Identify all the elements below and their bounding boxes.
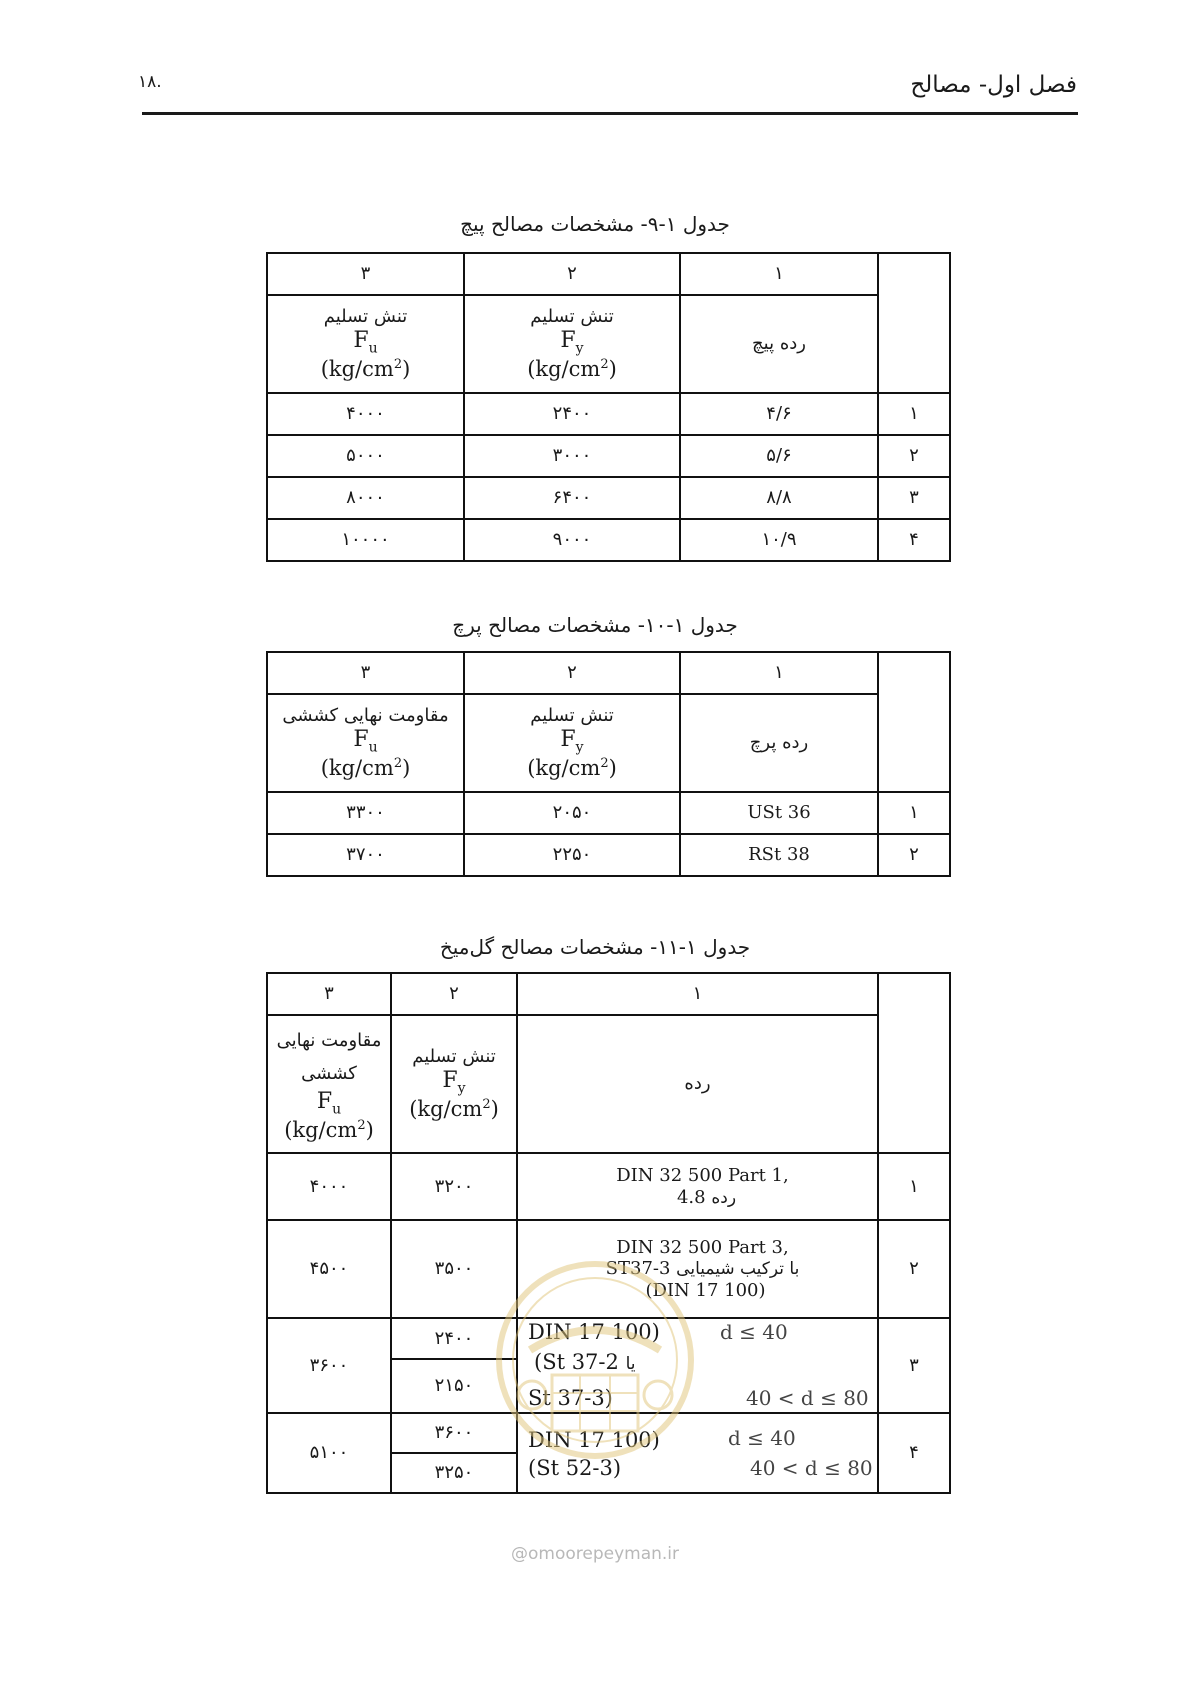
yield-stress: ۳۲۵۰ — [391, 1453, 517, 1493]
table11-col2-header — [391, 1015, 517, 1153]
table9-col3-header — [267, 295, 464, 393]
watermark-text: @omoorepeyman.ir — [510, 1544, 680, 1564]
table-row — [267, 435, 950, 477]
yield-stress: ۲۴۰۰ — [391, 1318, 517, 1359]
table10-col2-symbol: $F_y$ — [560, 726, 584, 755]
table10-colnum-1: ۱ — [680, 652, 878, 694]
yield-stress: ۳۰۰۰ — [464, 435, 680, 477]
table11-col1-label — [517, 1015, 878, 1153]
table10-col2-label: تنش تسلیم — [530, 705, 614, 727]
stud-grade-line3: St 37-3) — [528, 1385, 613, 1410]
diameter-condition-2: 40 < d ≤ 80 — [746, 1385, 869, 1410]
table10-col2-header — [464, 694, 680, 792]
table10-corner — [878, 652, 950, 792]
table11-col2-label: تنش تسلیم — [412, 1046, 496, 1068]
table10 — [266, 651, 951, 877]
diameter-condition-1: d ≤ 40 — [728, 1426, 796, 1450]
table11-col3-symbol: $F_u$ — [316, 1089, 342, 1118]
stud-grade — [517, 1153, 878, 1220]
rivet-grade: USt 36 — [680, 792, 878, 834]
table11-corner — [878, 973, 950, 1153]
yield-stress: ۲۰۵۰ — [464, 792, 680, 834]
table9-col3-unit: $(kg/cm^2)$ — [320, 356, 411, 381]
yield-stress: ۲۴۰۰ — [464, 393, 680, 435]
table9-colnum-2: ۲ — [464, 253, 680, 295]
table-row — [267, 792, 950, 834]
diameter-condition-1: d ≤ 40 — [720, 1319, 788, 1344]
ultimate-stress: ۸۰۰۰ — [267, 477, 464, 519]
table-row — [267, 477, 950, 519]
row-number: ۱ — [878, 1153, 950, 1220]
stud-grade-line3: (DIN 17 100) — [645, 1279, 766, 1301]
table9 — [266, 252, 951, 562]
watermark-logo-icon — [490, 1255, 700, 1465]
table9-corner — [878, 253, 950, 393]
stud-grade-line2: 4.8 رده — [676, 1186, 737, 1208]
row-number: ۱ — [878, 393, 950, 435]
table9-caption: جدول ۱-۹- مشخصات مصالح پیچ — [460, 212, 730, 236]
table-row — [267, 1153, 950, 1220]
bolt-grade: ۱۰/۹ — [680, 519, 878, 561]
table11-caption: جدول ۱-۱۱- مشخصات مصالح گل‌میخ — [439, 935, 751, 959]
bolt-grade: ۴/۶ — [680, 393, 878, 435]
row-number: ۳ — [878, 477, 950, 519]
table11-col3-unit: $(kg/cm^2)$ — [284, 1118, 374, 1143]
yield-stress: ۹۰۰۰ — [464, 519, 680, 561]
table11-colnum-1: ۱ — [517, 973, 878, 1015]
stud-grade-line2: (St 52-3) — [528, 1456, 622, 1480]
ultimate-stress: ۳۷۰۰ — [267, 834, 464, 876]
table9-col2-unit: $(kg/cm^2)$ — [527, 356, 617, 381]
rivet-grade: RSt 38 — [680, 834, 878, 876]
row-number: ۲ — [878, 1220, 950, 1318]
table10-col3-unit: $(kg/cm^2)$ — [320, 755, 411, 780]
row-number: ۲ — [878, 834, 950, 876]
stud-grade-line1: DIN 17 100) — [528, 1319, 660, 1344]
table9-col1-label — [680, 295, 878, 393]
table11-colnum-2: ۲ — [391, 973, 517, 1015]
yield-stress: ۲۱۵۰ — [391, 1359, 517, 1413]
row-number: ۴ — [878, 519, 950, 561]
table10-col3-label: مقاومت نهایی کششی — [282, 705, 449, 727]
stud-grade-line1: DIN 32 500 Part 1, — [616, 1164, 789, 1186]
stud-grade-line1: DIN 32 500 Part 3, — [616, 1236, 789, 1258]
table9-col3-label: تنش تسلیم — [323, 306, 408, 328]
ultimate-stress: ۳۳۰۰ — [267, 792, 464, 834]
table9-colnum-1: ۱ — [680, 253, 878, 295]
row-number: ۳ — [878, 1318, 950, 1413]
table-row — [267, 834, 950, 876]
ultimate-stress: ۴۰۰۰ — [267, 1153, 391, 1220]
table10-col1-label — [680, 694, 878, 792]
ultimate-stress: ۱۰۰۰۰ — [267, 519, 464, 561]
table11-col1-label-text: رده — [684, 1073, 711, 1095]
header-rule — [142, 112, 1078, 115]
ultimate-stress: ۵۰۰۰ — [267, 435, 464, 477]
table10-caption: جدول ۱-۱۰- مشخصات مصالح پرچ — [452, 613, 738, 637]
table9-col1-label-text: رده پیچ — [752, 333, 806, 355]
table11-colnum-3: ۳ — [267, 973, 391, 1015]
table11-col3-header — [267, 1015, 391, 1153]
row-number: ۲ — [878, 435, 950, 477]
bolt-grade: ۸/۸ — [680, 477, 878, 519]
yield-stress: ۶۴۰۰ — [464, 477, 680, 519]
table10-col1-label-text: رده پرچ — [749, 732, 809, 754]
table9-colnum-3: ۳ — [267, 253, 464, 295]
table9-col2-symbol: $F_y$ — [560, 327, 584, 356]
chapter-title: فصل اول- مصالح — [910, 72, 1077, 98]
stud-grade-line2: (St 37-2 یا — [534, 1349, 636, 1374]
yield-stress: ۳۵۰۰ — [391, 1220, 517, 1318]
table10-col3-symbol: $F_u$ — [353, 726, 378, 755]
table9-col3-symbol: $F_u$ — [353, 327, 378, 356]
ultimate-stress: ۴۵۰۰ — [267, 1220, 391, 1318]
ultimate-stress: ۳۶۰۰ — [267, 1318, 391, 1413]
table11-col2-symbol: $F_y$ — [442, 1067, 466, 1096]
table9-col2-header — [464, 295, 680, 393]
table11-col3-label-1: مقاومت نهایی — [276, 1030, 382, 1052]
page-number: ۱۸. — [138, 72, 162, 92]
ultimate-stress: ۵۱۰۰ — [267, 1413, 391, 1493]
table10-colnum-3: ۳ — [267, 652, 464, 694]
stud-grade-line1: DIN 17 100) — [528, 1428, 660, 1452]
stud-grade-line2: ST37-3 با ترکیب شیمیایی — [605, 1258, 800, 1280]
table10-col2-unit: $(kg/cm^2)$ — [527, 755, 617, 780]
table-row — [267, 393, 950, 435]
row-number: ۱ — [878, 792, 950, 834]
table11-col3-label-2: کششی — [301, 1062, 357, 1084]
table10-col3-header — [267, 694, 464, 792]
diameter-condition-2: 40 < d ≤ 80 — [750, 1456, 873, 1480]
table11-col2-unit: $(kg/cm^2)$ — [409, 1096, 499, 1121]
yield-stress: ۲۲۵۰ — [464, 834, 680, 876]
table10-colnum-2: ۲ — [464, 652, 680, 694]
yield-stress: ۳۶۰۰ — [391, 1413, 517, 1453]
table9-col2-label: تنش تسلیم — [530, 306, 614, 328]
bolt-grade: ۵/۶ — [680, 435, 878, 477]
table-row — [267, 519, 950, 561]
yield-stress: ۳۲۰۰ — [391, 1153, 517, 1220]
ultimate-stress: ۴۰۰۰ — [267, 393, 464, 435]
row-number: ۴ — [878, 1413, 950, 1493]
